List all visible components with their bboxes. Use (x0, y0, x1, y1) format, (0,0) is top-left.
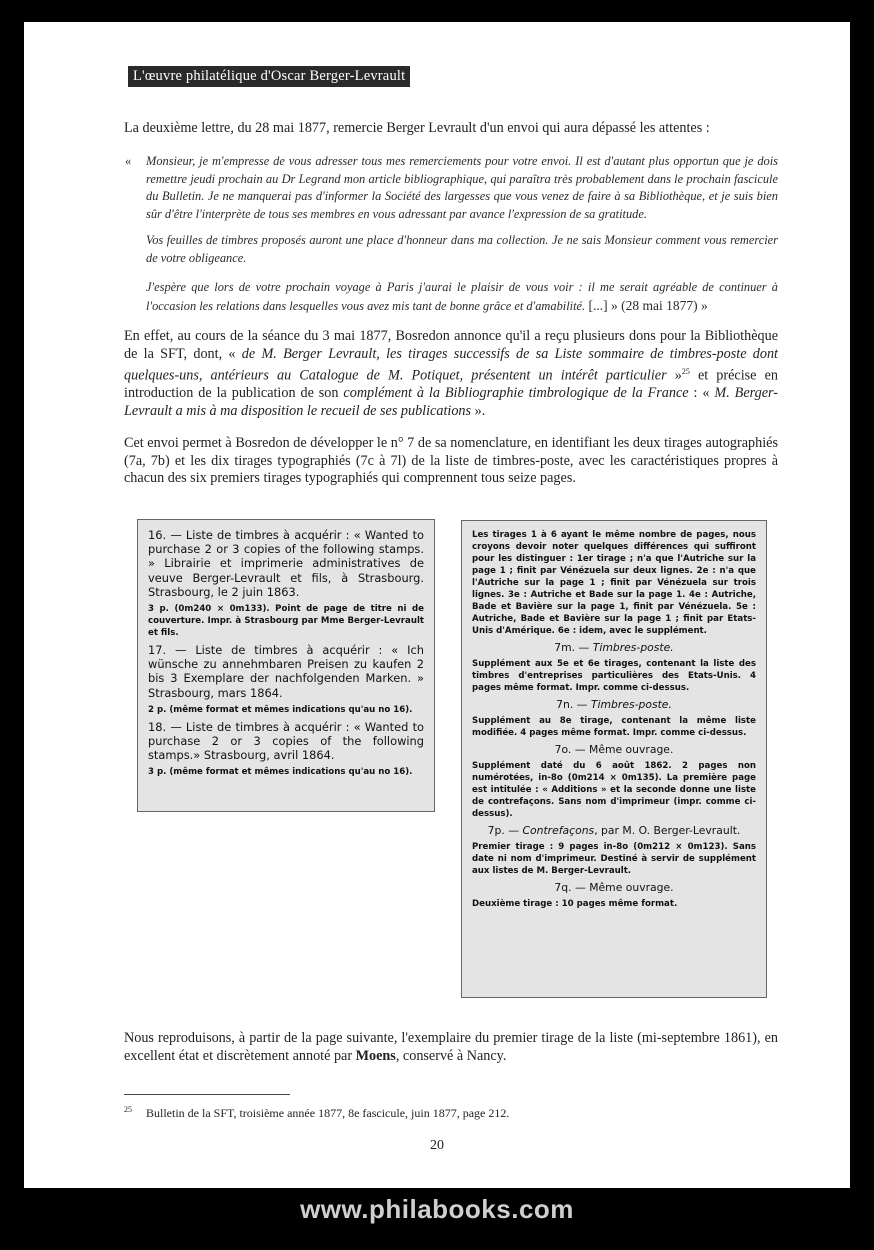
letter-quote-3-date: [...] » (28 mai 1877) » (585, 297, 708, 313)
running-header: L'œuvre philatélique d'Oscar Berger-Levrault (128, 66, 410, 87)
entry-7o-desc: Supplément daté du 6 août 1862. 2 pages non numérotées, in-8o (0m214 × 0m135). La première page est intitulée : « Additions » et la seconde donne une liste de contrefaçons. Sans nom d'imprimeur (impr. comme ci-dessus). (472, 761, 756, 819)
document-page (24, 22, 850, 1188)
letter-quote-3 (146, 279, 778, 315)
p2-text-c: » (666, 367, 682, 384)
footnote-divider (124, 1094, 290, 1095)
p2-quote-italic: de M. Berger Levrault, les tirages successifs de sa Liste sommaire de timbres-poste dont quelques-uns, antérieurs au Catalogue de M. Potiquet, présentent un intérêt particulier (124, 345, 778, 384)
letter-quote-2: Vos feuilles de timbres proposés auront une place d'honneur dans ma collection. Je ne sais Monsieur comment vous remercier de votre obligeance. (146, 233, 778, 265)
p2-text-d: et précise en introduction de la publication de son (124, 367, 778, 402)
entry-7p-desc: Premier tirage : 9 pages in-8o (0m212 × 0m123). Sans date ni nom d'imprimeur. Destiné à servir de supplément aux listes de M. Berger-Levrault. (472, 842, 756, 876)
p2-text-a: En effet, au cours de la séance du 3 mai 1877, Bosredon annonce qu'il a reçu plusieurs dons pour la Bibliothèque de la SFT, dont, « (124, 328, 778, 362)
entry-7m-heading: 7m. — Timbres-poste. (554, 641, 674, 654)
p4-text-a: Nous reproduisons, à partir de la page suivante, l'exemplaire du premier tirage de la liste (mi-septembre 1861), en excellent état et discrètement annoté par (124, 1030, 778, 1064)
watermark-url: www.philabooks.com (300, 1194, 574, 1224)
entry-7p-heading: 7p. — Contrefaçons, par M. O. Berger-Levrault. (487, 824, 741, 837)
footnote-number: 25 (124, 1105, 132, 1114)
p2-text-h: ». (471, 402, 486, 419)
entry-17-desc: 2 p. (même format et mêmes indications qu'au no 16). (148, 704, 413, 715)
paragraph-nomenclature: Cet envoi permet à Bosredon de développer le n° 7 de sa nomenclature, en identifiant les deux tirages autographiés (7a, 7b) et les dix tirages typographiés (7c à 7l) de la liste de timbres-poste, avec les caractéristiques propres à chacun des six premiers tirages typographiés qui comprennent tous seize pages. (124, 435, 778, 486)
entry-7q-desc: Deuxième tirage : 10 pages même format. (472, 899, 678, 909)
clipping-left (137, 519, 435, 812)
entry-7q-heading: 7q. — Même ouvrage. (554, 881, 674, 894)
letter-quote-1: Monsieur, je m'empresse de vous adresser tous mes remerciements pour votre envoi. Il est d'autant plus opportun que je dois remettre jeudi prochain au Dr Legrand mon article bibliographique, qui paraîtra très probablement dans le prochain fascicule du Bulletin. Je ne manquerai pas d'informer la Société des largesses que vous venez de faire à sa Bibliothèque, et je suis bien sûr d'être l'interprète de tous ses membres en vous adressant par avance l'expression de sa gratitude. (146, 154, 778, 221)
p4-text-c: , conservé à Nancy. (395, 1047, 507, 1064)
quote-open-mark: « (125, 154, 132, 168)
entry-17: 17. — Liste de timbres à acquérir : « Ich wünsche zu annehmbaren Preisen zu kaufen 2 bis 3 Exemplare der nachfolgenden Marken. » Strasbourg, mars 1864. (148, 643, 424, 700)
page-number: 20 (430, 1138, 444, 1153)
entry-16: 16. — Liste de timbres à acquérir : « Wanted to purchase 2 or 3 copies of the following stamps. » Librairie et imprimerie administratives de veuve Berger-Levrault et fils, à Strasbourg. Strasbourg, le 2 juin 1863. (148, 528, 424, 599)
p4-moens: Moens (355, 1047, 396, 1064)
entry-18: 18. — Liste de timbres à acquérir : « Wanted to purchase 2 or 3 copies of the following stamps.» Strasbourg, avril 1864. (148, 719, 424, 763)
paragraph-reproduction (124, 1030, 778, 1065)
entry-7n-heading: 7n. — Timbres-poste. (556, 698, 672, 711)
footnote-ref[interactable]: 25 (681, 367, 690, 376)
letter-quote-3-text: J'espère que lors de votre prochain voyage à Paris j'aurai le plaisir de vous voir : il me serait agréable de continuer à l'occasion les relations dans lesquelles vous avez mis tant de bonne grâce et d'amabilité. (146, 280, 778, 313)
footnote-text: Bulletin de la SFT, troisième année 1877, 8e fascicule, juin 1877, page 212. (146, 1106, 510, 1120)
footnote (124, 1105, 784, 1121)
entry-18-desc: 3 p. (même format et mêmes indications qu'au no 16). (148, 767, 413, 778)
p2-title-italic: complément à la Bibliographie timbrologique de la France (343, 385, 689, 402)
entry-16-desc: 3 p. (0m240 × 0m133). Point de page de titre ni de couverture. Impr. à Strasbourg par Mme Berger-Levrault et fils. (148, 604, 424, 639)
entry-7n-desc: Supplément au 8e tirage, contenant la même liste modifiée. 4 pages même format. Impr. comme ci-dessus. (472, 716, 756, 738)
entry-7o-heading: 7o. — Même ouvrage. (554, 743, 674, 756)
tirages-intro: Les tirages 1 à 6 ayant le même nombre de pages, nous croyons devoir noter quelques différences qui suffiront pour les distinguer : 1er tirage ; n'a que l'Autriche sur la page 1 ; finit par Vénézuela sur deux lignes. 2e : n'a que l'Autriche sur la page 1 ; finit par Vénézuela sur trois lignes. 3e : Autriche et Bade sur la page 1. 4e : Autriche, Bade et Bavière sur la page 1, finit par Vénézuela. 5e : Autriche, Bade et Bavière sur la page 1 ; finit par Etats-Unis d'Amérique. 6e : idem, avec le supplément. (472, 530, 756, 636)
p2-text-f: : « (688, 385, 715, 402)
clipping-right (461, 520, 767, 998)
entry-7m-desc: Supplément aux 5e et 6e tirages, contenant la liste des timbres d'entreprises particulières des Etats-Unis. 4 pages même format. Impr. comme ci-dessus. (472, 659, 756, 693)
paragraph-seance (124, 328, 778, 420)
paragraph-intro: La deuxième lettre, du 28 mai 1877, remercie Berger Levrault d'un envoi qui aura dépassé les attentes : (124, 120, 710, 136)
p2-quote2-italic: M. Berger-Levrault a mis à ma disposition le recueil de ses publications (124, 385, 778, 419)
